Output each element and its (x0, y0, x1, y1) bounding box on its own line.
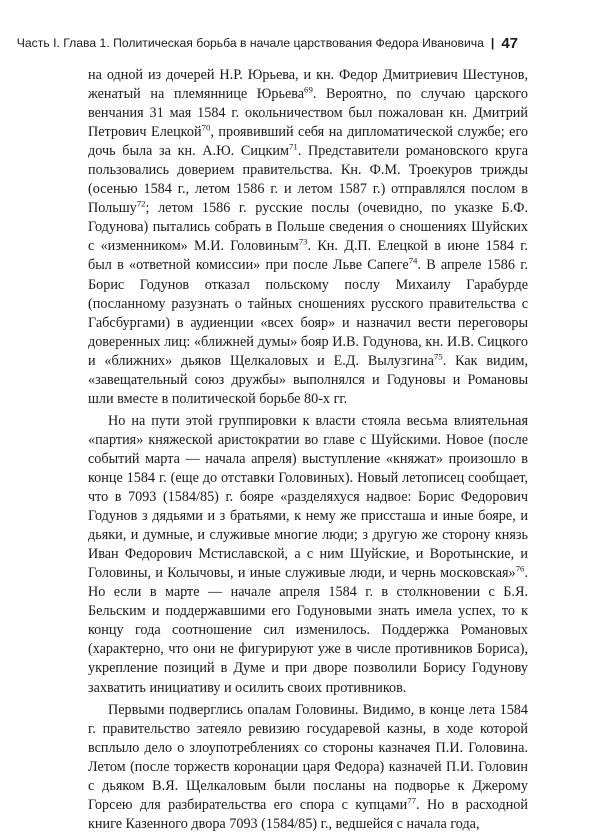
body-text (88, 66, 528, 834)
running-title: Часть I. Глава 1. Политическая борьба в начале царствования Федора Ивановича (16, 36, 484, 50)
footnote-ref: 73 (298, 236, 308, 247)
paragraph (88, 701, 528, 834)
text-run: . Кн. Д.П. Елецкой в июне 1584 г. был в «ответной комиссии» при после Льве Сапеге (88, 238, 528, 274)
running-header (16, 33, 518, 53)
header-separator: | (490, 36, 495, 50)
text-run: . Как видим, «завещательный союз дружбы» выполнялся и Годуновы и Романовы шли вместе в политической борьбе 80-х гг. (88, 352, 528, 407)
text-run: Но на пути этой группировки к власти стояла весьма влиятельная «партия» княжеской аристократии во главе с Шуйскими. Новое (после событий марта — начала апреля) выступление «княжат» произошло в конце 1584 г. (еще до отставки Головиных). Новый летописец сообщает, что в 7093 (1584/85) г. бояре «разделяхуся надвое: Борис Федорович Годунов з дядьями и з братьями, к нему же приссташа и иные бояре, и дьяки, и думные, и служивые многие люди; з другую же сторону князь Иван Федорович Мстиславской, а с ним Шуйские, и Воротынские, и Головины, и Колычовы, и иные служивые люди, и чернь московская» (88, 412, 528, 582)
text-run: на одной из дочерей Н.Р. Юрьева, и кн. Федор Дмитриевич Шестунов, женатый на племяннице Юрьева (88, 67, 528, 103)
paragraph (88, 66, 528, 409)
paragraph (88, 412, 528, 698)
text-run: . Но в расходной книге Казенного двора 7093 (1584/85) г., ведшейся с начала года, (88, 796, 528, 832)
footnote-ref: 70 (201, 122, 211, 133)
text-run: , проявивший себя на дипломатической службе; его дочь была за кн. А.Ю. Сицким (88, 124, 529, 160)
text-run: . В апреле 1586 г. Борис Годунов отказал польскому послу Михаилу Гарабурде (посланному разузнать о тайных сношениях русского правительства с Габсбургами) в аудиенции «всех бояр» и назначил вести переговоры доверенных лиц: «ближней думы» бояр И.В. Годунова, кн. И.В. Сицкого и «ближних» дьяков Щелкаловых и Е.Д. Вылузгина (88, 257, 528, 369)
footnote-ref: 77 (407, 795, 417, 806)
footnote-ref: 74 (408, 255, 418, 266)
text-run: . Вероятно, по случаю царского венчания 31 мая 1584 г. окольничеством был пожалован кн. Дмитрий Петрович Елецкой (88, 86, 528, 141)
footnote-ref: 69 (304, 84, 313, 95)
text-run: Первыми подверглись опалам Головины. Видимо, в конце лета 1584 г. правительство затеяло ревизию государевой казны, в ходе которой всплыло дело о злоупотреблениях со стороны казначея П.И. Головина. Летом (после торжеств коронации царя Федора) казначей П.И. Головин с дьяком В.Я. Щелкаловым были посланы на подворье к Джерому Горсею для разбирательства его спора с купцами (88, 701, 528, 813)
footnote-ref: 75 (433, 350, 443, 361)
page-number: 47 (501, 34, 518, 52)
footnote-ref: 72 (136, 198, 146, 209)
footnote-ref: 76 (515, 563, 525, 574)
text-run: . Представители романовского круга пользовались доверием правительства. Кн. Ф.М. Троекуров трижды (осенью 1584 г., летом 1586 г. и летом 1587 г.) отправлялся послом в Польшу (88, 143, 528, 217)
footnote-ref: 71 (289, 141, 298, 152)
text-run: ; летом 1586 г. русские послы (очевидно, по указке Б.Ф. Годунова) пытались собрать в Польше сведения о сношениях Шуйских с «изменником» М.И. Головиным (88, 200, 528, 255)
text-run: . Но если в марте — начале апреля 1584 г. в столкновении с Б.Я. Бельским и поддержавшими его Годуновыми знать имела успех, то к концу года соотношение сил изменилось. Поддержка Романовых (характерно, что они не фигурируют уже в числе противников Бориса), укрепление позиций в Думе и при дворе позволили Борису Годунову захватить инициативу и осилить своих противников. (88, 565, 528, 696)
